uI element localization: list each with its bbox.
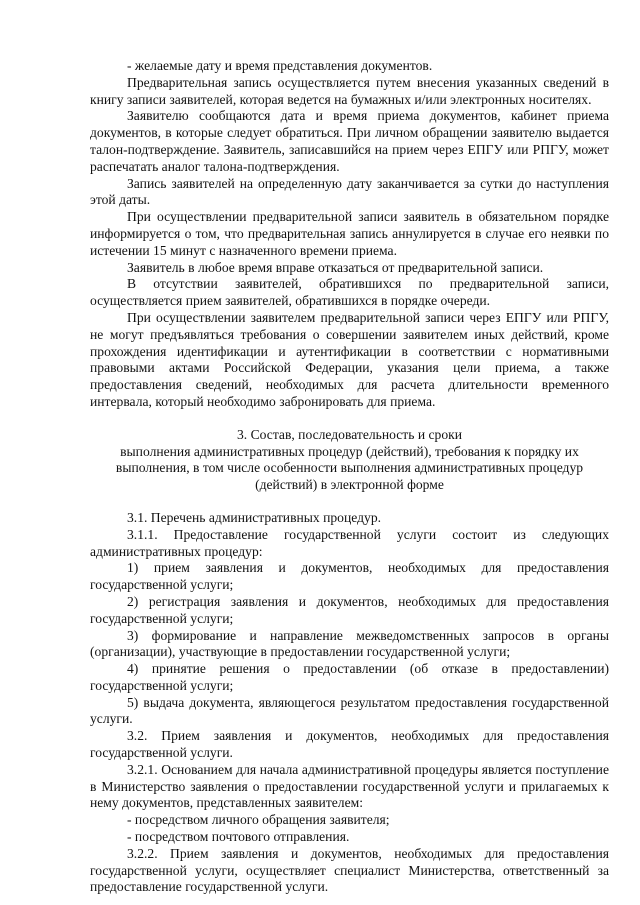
paragraph: 3.2.2. Прием заявления и документов, необходимых для предоставления государственной услуги, осуществляет специалист Министерства, ответственный за предоставление государственной услуги. — [90, 845, 609, 895]
paragraph: Заявитель в любое время вправе отказаться от предварительной записи. — [127, 259, 544, 275]
section-heading-title: 3. Состав, последовательность и сроки — [236, 426, 463, 442]
list-item: 5) выдача документа, являющегося результатом предоставления государственной услуги. — [90, 694, 609, 727]
paragraph: В отсутствии заявителей, обратившихся по предварительной записи, осуществляется прием заявителей, обратившихся в порядке очереди. — [90, 276, 609, 309]
paragraph: 3.2. Прием заявления и документов, необходимых для предоставления государственной услуги. — [90, 728, 609, 761]
list-item: 4) принятие решения о предоставлении (об отказе в предоставлении) государственной услуги; — [90, 661, 609, 693]
paragraph: - желаемые дату и время представления документов. — [127, 58, 433, 73]
list-item: 1) прием заявления и документов, необходимых для предоставления государственной услуги; — [90, 560, 609, 593]
list-item: 2) регистрация заявления и документов, необходимых для предоставления государственной услуги; — [90, 593, 609, 626]
paragraph: 3.2.1. Основанием для начала административной процедуры является поступление в Министерство заявления о предоставлении государственной услуги и прилагаемых к нему документов, представленных заявителем: — [90, 761, 609, 811]
paragraph: Запись заявителей на определенную дату заканчивается за сутки до наступления этой даты. — [90, 175, 609, 208]
list-item: 3) формирование и направление межведомственных запросов в органы (организации), участвующие в предоставлении государственной услуги; — [90, 627, 609, 660]
paragraph: Заявителю сообщаются дата и время приема документов, кабинет приема документов, в которые следует обратиться. При личном обращении заявителю выдается талон-подтверждение. Заявитель, записавшийся на прием через ЕПГУ или РПГУ, может распечатать аналог талона-подтверждения. — [90, 108, 609, 174]
section-heading-subtitle: выполнения административных процедур (действий), требования к порядку их выполнения, в том числе особенности выполнения административных процедур (действий) в электронной форме — [115, 443, 584, 493]
paragraph: При осуществлении предварительной записи заявитель в обязательном порядке информируется о том, что предварительная запись аннулируется в случае его неявки по истечении 15 минут с назначенного времени приема. — [90, 209, 609, 258]
paragraph: Предварительная запись осуществляется путем внесения указанных сведений в книгу записи заявителей, которая ведется на бумажных и/или электронных носителях. — [90, 74, 609, 107]
list-item: - посредством личного обращения заявителя; — [127, 812, 390, 828]
paragraph: 3.1. Перечень административных процедур. — [127, 509, 382, 525]
paragraph: При осуществлении заявителем предварительной записи через ЕПГУ или РПГУ, не могут предъявляться требования о совершении заявителем иных действий, кроме прохождения идентификации и аутентификации в соответствии с нормативными правовыми актами Российской Федерации, указания цели приема, а также предоставления сведений, необходимых для расчета длительности временного интервала, который необходимо забронировать для приема. — [90, 309, 609, 409]
paragraph: 3.1.1. Предоставление государственной услуги состоит из следующих административных процедур: — [90, 526, 609, 559]
list-item: - посредством почтового отправления. — [127, 829, 350, 845]
document-page — [90, 58, 609, 896]
